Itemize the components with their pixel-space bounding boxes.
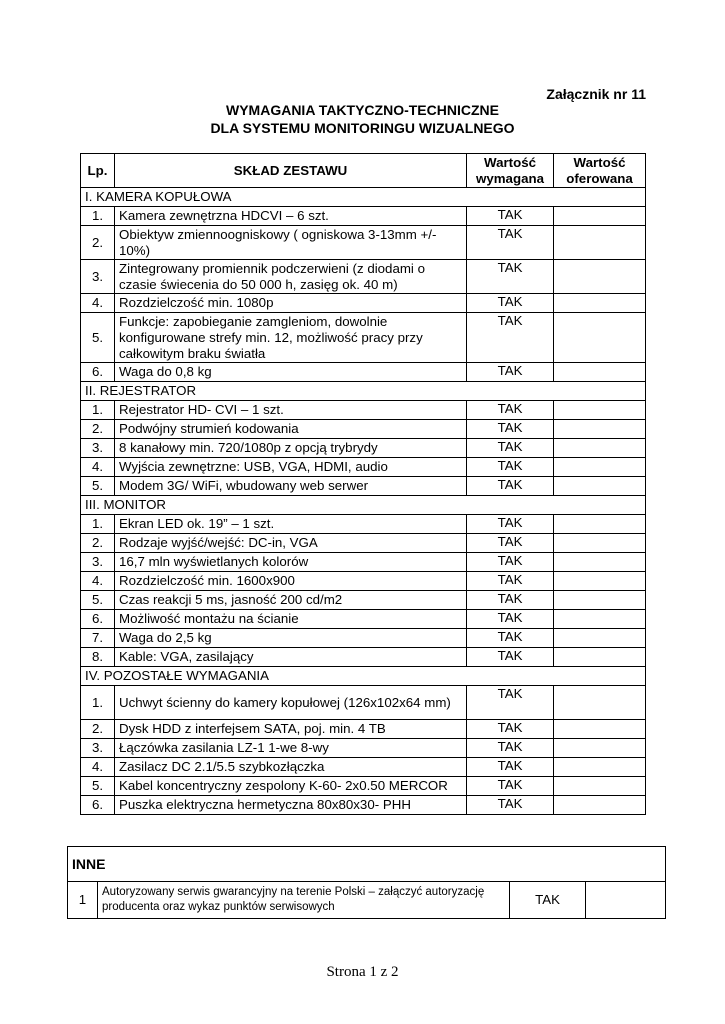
row-lp: 2. [81, 720, 115, 739]
document-title-line1: WYMAGANIA TAKTYCZNO-TECHNICZNE [226, 102, 499, 118]
row-offered-value[interactable] [554, 534, 646, 553]
row-required-value: TAK [467, 401, 554, 420]
row-required-value: TAK [467, 648, 554, 667]
row-description: Dysk HDD z interfejsem SATA, poj. min. 4 TB [115, 720, 467, 739]
attachment-label: Załącznik nr 11 [546, 86, 646, 102]
section-row [81, 188, 646, 207]
row-description: Wyjścia zewnętrzne: USB, VGA, HDMI, audio [115, 458, 467, 477]
table-row [81, 363, 646, 382]
row-description: Waga do 0,8 kg [115, 363, 467, 382]
table-row [81, 648, 646, 667]
row-required-value: TAK [467, 477, 554, 496]
row-description: Rodzaje wyjść/wejść: DC-in, VGA [115, 534, 467, 553]
row-description: Kamera zewnętrzna HDCVI – 6 szt. [115, 207, 467, 226]
row-required-value: TAK [467, 796, 554, 815]
section-row [81, 496, 646, 515]
table-row [81, 477, 646, 496]
section-title: IV. POZOSTAŁE WYMAGANIA [81, 667, 646, 686]
row-required-value: TAK [467, 260, 554, 294]
row-offered-value[interactable] [554, 686, 646, 720]
table-row [81, 796, 646, 815]
row-required-value: TAK [467, 313, 554, 363]
row-lp: 4. [81, 572, 115, 591]
row-required-value: TAK [467, 420, 554, 439]
row-required-value: TAK [467, 534, 554, 553]
row-required-value: TAK [467, 591, 554, 610]
row-lp: 2. [81, 420, 115, 439]
table-row [81, 260, 646, 294]
table-row [81, 686, 646, 720]
page-number: Strona 1 z 2 [326, 964, 399, 980]
row-lp: 5. [81, 477, 115, 496]
other-requirements-table [67, 846, 666, 919]
table-row [81, 313, 646, 363]
table-row [81, 294, 646, 313]
row-required-value: TAK [467, 572, 554, 591]
row-offered-value[interactable] [554, 572, 646, 591]
row-lp: 6. [81, 610, 115, 629]
row-description: 8 kanałowy min. 720/1080p z opcją trybrydy [115, 439, 467, 458]
row-lp: 4. [81, 294, 115, 313]
table-row [81, 553, 646, 572]
row-lp: 3. [81, 260, 115, 294]
row-offered-value[interactable] [554, 553, 646, 572]
row-description: Łączówka zasilania LZ-1 1-we 8-wy [115, 739, 467, 758]
requirements-table [80, 153, 646, 815]
row-offered-value[interactable] [554, 648, 646, 667]
row-description: Puszka elektryczna hermetyczna 80x80x30- PHH [115, 796, 467, 815]
row-offered-value[interactable] [554, 739, 646, 758]
table-row [81, 591, 646, 610]
column-header-component: SKŁAD ZESTAWU [115, 154, 467, 188]
table-row [81, 720, 646, 739]
section-row [81, 667, 646, 686]
row-lp: 1. [81, 401, 115, 420]
row-offered-value[interactable] [554, 207, 646, 226]
table-row [81, 629, 646, 648]
row-lp: 5. [81, 777, 115, 796]
row-offered-value[interactable] [554, 294, 646, 313]
row-offered-value[interactable] [554, 515, 646, 534]
table-row [81, 572, 646, 591]
row-description: Rejestrator HD- CVI – 1 szt. [115, 401, 467, 420]
row-description: Kabel koncentryczny zespolony K-60- 2x0.50 MERCOR [115, 777, 467, 796]
column-header-offered-line1: Wartość [573, 154, 626, 170]
row-offered-value[interactable] [554, 591, 646, 610]
section-title: I. KAMERA KOPUŁOWA [81, 188, 646, 207]
row-offered-value[interactable] [554, 439, 646, 458]
row-description: Podwójny strumień kodowania [115, 420, 467, 439]
row-lp: 1. [81, 686, 115, 720]
column-header-offered-line2: oferowana [566, 170, 633, 186]
row-description: Zintegrowany promiennik podczerwieni (z diodami o czasie świecenia do 50 000 h, zasięg ok. 40 m) [115, 260, 467, 294]
row-offered-value[interactable] [554, 313, 646, 363]
row-offered-value[interactable] [554, 477, 646, 496]
row-lp: 3. [81, 553, 115, 572]
row-required-value: TAK [467, 294, 554, 313]
row-offered-value[interactable] [554, 226, 646, 260]
other-row-lp: 1 [68, 882, 98, 919]
table-row [81, 420, 646, 439]
table-header-row [81, 154, 646, 188]
row-description: Modem 3G/ WiFi, wbudowany web serwer [115, 477, 467, 496]
row-required-value: TAK [467, 439, 554, 458]
row-offered-value[interactable] [554, 777, 646, 796]
row-description: Uchwyt ścienny do kamery kopułowej (126x102x64 mm) [115, 686, 467, 720]
table-row [81, 534, 646, 553]
row-required-value: TAK [467, 553, 554, 572]
row-required-value: TAK [467, 207, 554, 226]
row-offered-value[interactable] [554, 260, 646, 294]
row-offered-value[interactable] [554, 610, 646, 629]
row-lp: 3. [81, 739, 115, 758]
table-row [81, 207, 646, 226]
table-row [81, 610, 646, 629]
row-lp: 8. [81, 648, 115, 667]
section-title: III. MONITOR [81, 496, 646, 515]
other-row-text: Autoryzowany serwis gwarancyjny na terenie Polski – załączyć autoryzację producenta oraz wykaz punktów serwisowych [98, 882, 510, 919]
other-section-title: INNE [68, 847, 666, 882]
document-title-line2: DLA SYSTEMU MONITORINGU WIZUALNEGO [210, 120, 515, 136]
row-offered-value[interactable] [554, 401, 646, 420]
table-row [81, 401, 646, 420]
row-description: Ekran LED ok. 19” – 1 szt. [115, 515, 467, 534]
column-header-required-line1: Wartość [484, 154, 536, 170]
row-description: Rozdzielczość min. 1080p [115, 294, 467, 313]
column-header-required [467, 154, 554, 188]
row-lp: 2. [81, 226, 115, 260]
row-required-value: TAK [467, 777, 554, 796]
other-header-row [68, 847, 666, 882]
row-required-value: TAK [467, 686, 554, 720]
row-lp: 5. [81, 591, 115, 610]
row-offered-value[interactable] [554, 458, 646, 477]
row-required-value: TAK [467, 226, 554, 260]
other-row [68, 882, 666, 919]
table-row [81, 439, 646, 458]
table-row [81, 739, 646, 758]
table-row [81, 758, 646, 777]
column-header-required-line2: wymagana [476, 170, 544, 186]
row-lp: 3. [81, 439, 115, 458]
row-description: Rozdzielczość min. 1600x900 [115, 572, 467, 591]
row-lp: 6. [81, 796, 115, 815]
row-offered-value[interactable] [554, 758, 646, 777]
table-row [81, 515, 646, 534]
table-row [81, 777, 646, 796]
table-row [81, 226, 646, 260]
row-required-value: TAK [467, 515, 554, 534]
row-offered-value[interactable] [554, 720, 646, 739]
row-required-value: TAK [467, 758, 554, 777]
row-description: Kable: VGA, zasilający [115, 648, 467, 667]
row-description: Możliwość montażu na ścianie [115, 610, 467, 629]
row-description: Obiektyw zmiennoogniskowy ( ogniskowa 3-13mm +/- 10%) [115, 226, 467, 260]
row-offered-value[interactable] [554, 629, 646, 648]
row-required-value: TAK [467, 720, 554, 739]
row-description: Funkcje: zapobieganie zamgleniom, dowolnie konfigurowane strefy min. 12, możliwość pracy przy całkowitym braku światła [115, 313, 467, 363]
row-required-value: TAK [467, 458, 554, 477]
table-row [81, 458, 646, 477]
row-offered-value[interactable] [554, 420, 646, 439]
other-row-offered[interactable] [586, 882, 666, 919]
row-required-value: TAK [467, 363, 554, 382]
row-lp: 1. [81, 207, 115, 226]
section-row [81, 382, 646, 401]
section-title: II. REJESTRATOR [81, 382, 646, 401]
column-header-lp: Lp. [81, 154, 115, 188]
row-lp: 2. [81, 534, 115, 553]
row-offered-value[interactable] [554, 796, 646, 815]
row-offered-value[interactable] [554, 363, 646, 382]
row-lp: 1. [81, 515, 115, 534]
row-required-value: TAK [467, 629, 554, 648]
row-description: Waga do 2,5 kg [115, 629, 467, 648]
row-description: 16,7 mln wyświetlanych kolorów [115, 553, 467, 572]
row-lp: 6. [81, 363, 115, 382]
row-lp: 7. [81, 629, 115, 648]
row-description: Zasilacz DC 2.1/5.5 szybkozłączka [115, 758, 467, 777]
row-required-value: TAK [467, 739, 554, 758]
row-required-value: TAK [467, 610, 554, 629]
row-lp: 4. [81, 458, 115, 477]
row-lp: 5. [81, 313, 115, 363]
column-header-offered [554, 154, 646, 188]
row-lp: 4. [81, 758, 115, 777]
row-description: Czas reakcji 5 ms, jasność 200 cd/m2 [115, 591, 467, 610]
other-row-required: TAK [510, 882, 586, 919]
